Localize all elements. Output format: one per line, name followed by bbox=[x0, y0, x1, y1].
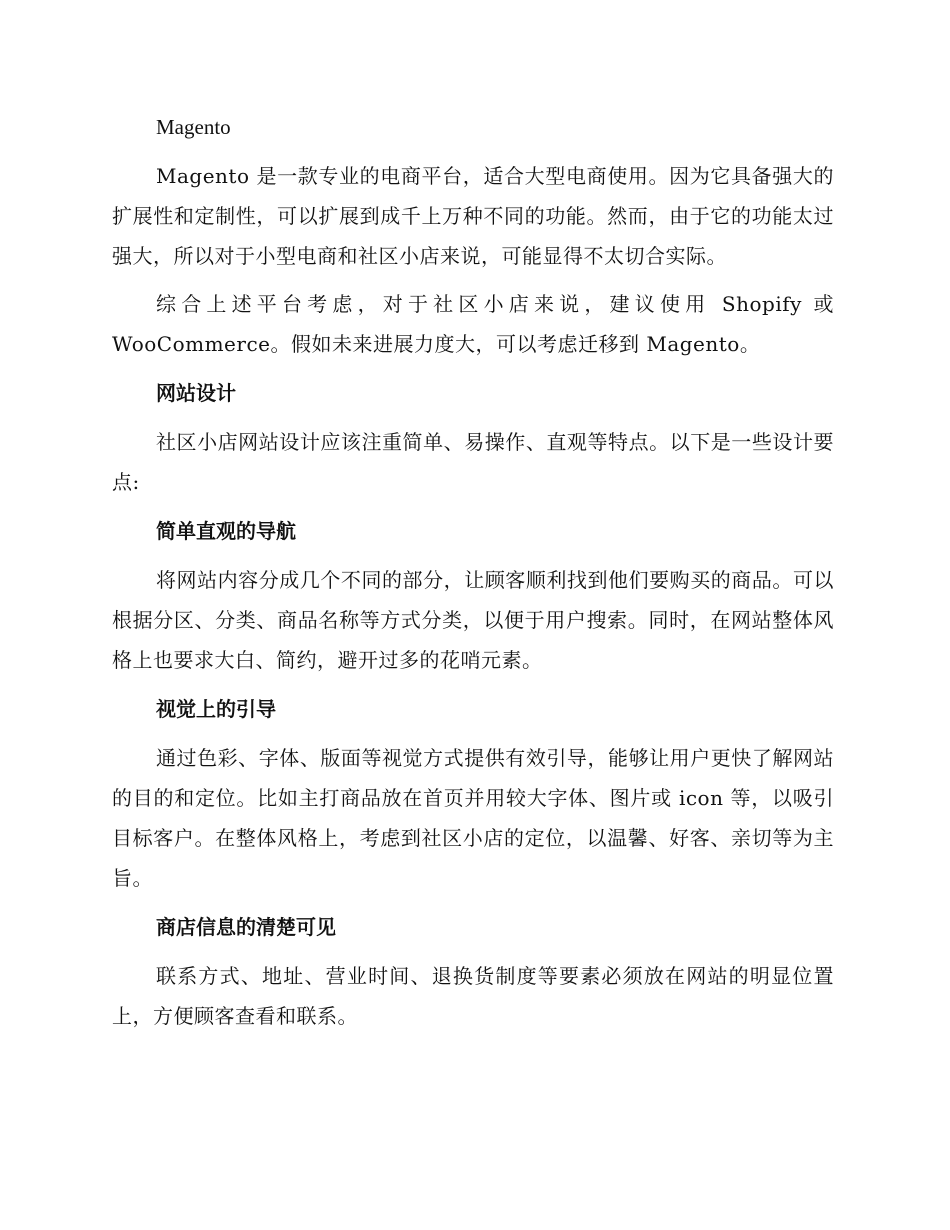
paragraph-store-info: 联系方式、地址、营业时间、退换货制度等要素必须放在网站的明显位置上，方便顾客查看和联系。 bbox=[112, 964, 834, 1028]
document-page bbox=[112, 106, 834, 1044]
section-heading-magento: Magento bbox=[156, 115, 231, 139]
section-heading-website-design: 网站设计 bbox=[156, 381, 236, 405]
paragraph-navigation: 将网站内容分成几个不同的部分，让顾客顺利找到他们要购买的商品。可以根据分区、分类、商品名称等方式分类，以便于用户搜索。同时，在网站整体风格上也要求大白、简约，避开过多的花哨元素。 bbox=[112, 568, 834, 672]
paragraph-design-overview: 社区小店网站设计应该注重简单、易操作、直观等特点。以下是一些设计要点: bbox=[112, 430, 834, 494]
paragraph-visual-guidance: 通过色彩、字体、版面等视觉方式提供有效引导，能够让用户更快了解网站的目的和定位。比如主打商品放在首页并用较大字体、图片或 icon 等，以吸引目标客户。在整体风格上，考虑到社区小店的定位，以温馨、好客、亲切等为主旨。 bbox=[112, 746, 834, 890]
subheading-visual-guidance: 视觉上的引导 bbox=[156, 697, 276, 721]
subheading-store-info: 商店信息的清楚可见 bbox=[156, 915, 336, 939]
subheading-navigation: 简单直观的导航 bbox=[156, 519, 296, 543]
paragraph-magento-intro: Magento 是一款专业的电商平台，适合大型电商使用。因为它具备强大的扩展性和定制性，可以扩展到成千上万种不同的功能。然而，由于它的功能太过强大，所以对于小型电商和社区小店来说，可能显得不太切合实际。 bbox=[112, 164, 834, 268]
paragraph-platform-recommendation: 综合上述平台考虑，对于社区小店来说，建议使用 Shopify 或 WooCommerce。假如未来进展力度大，可以考虑迁移到 Magento。 bbox=[112, 292, 834, 356]
